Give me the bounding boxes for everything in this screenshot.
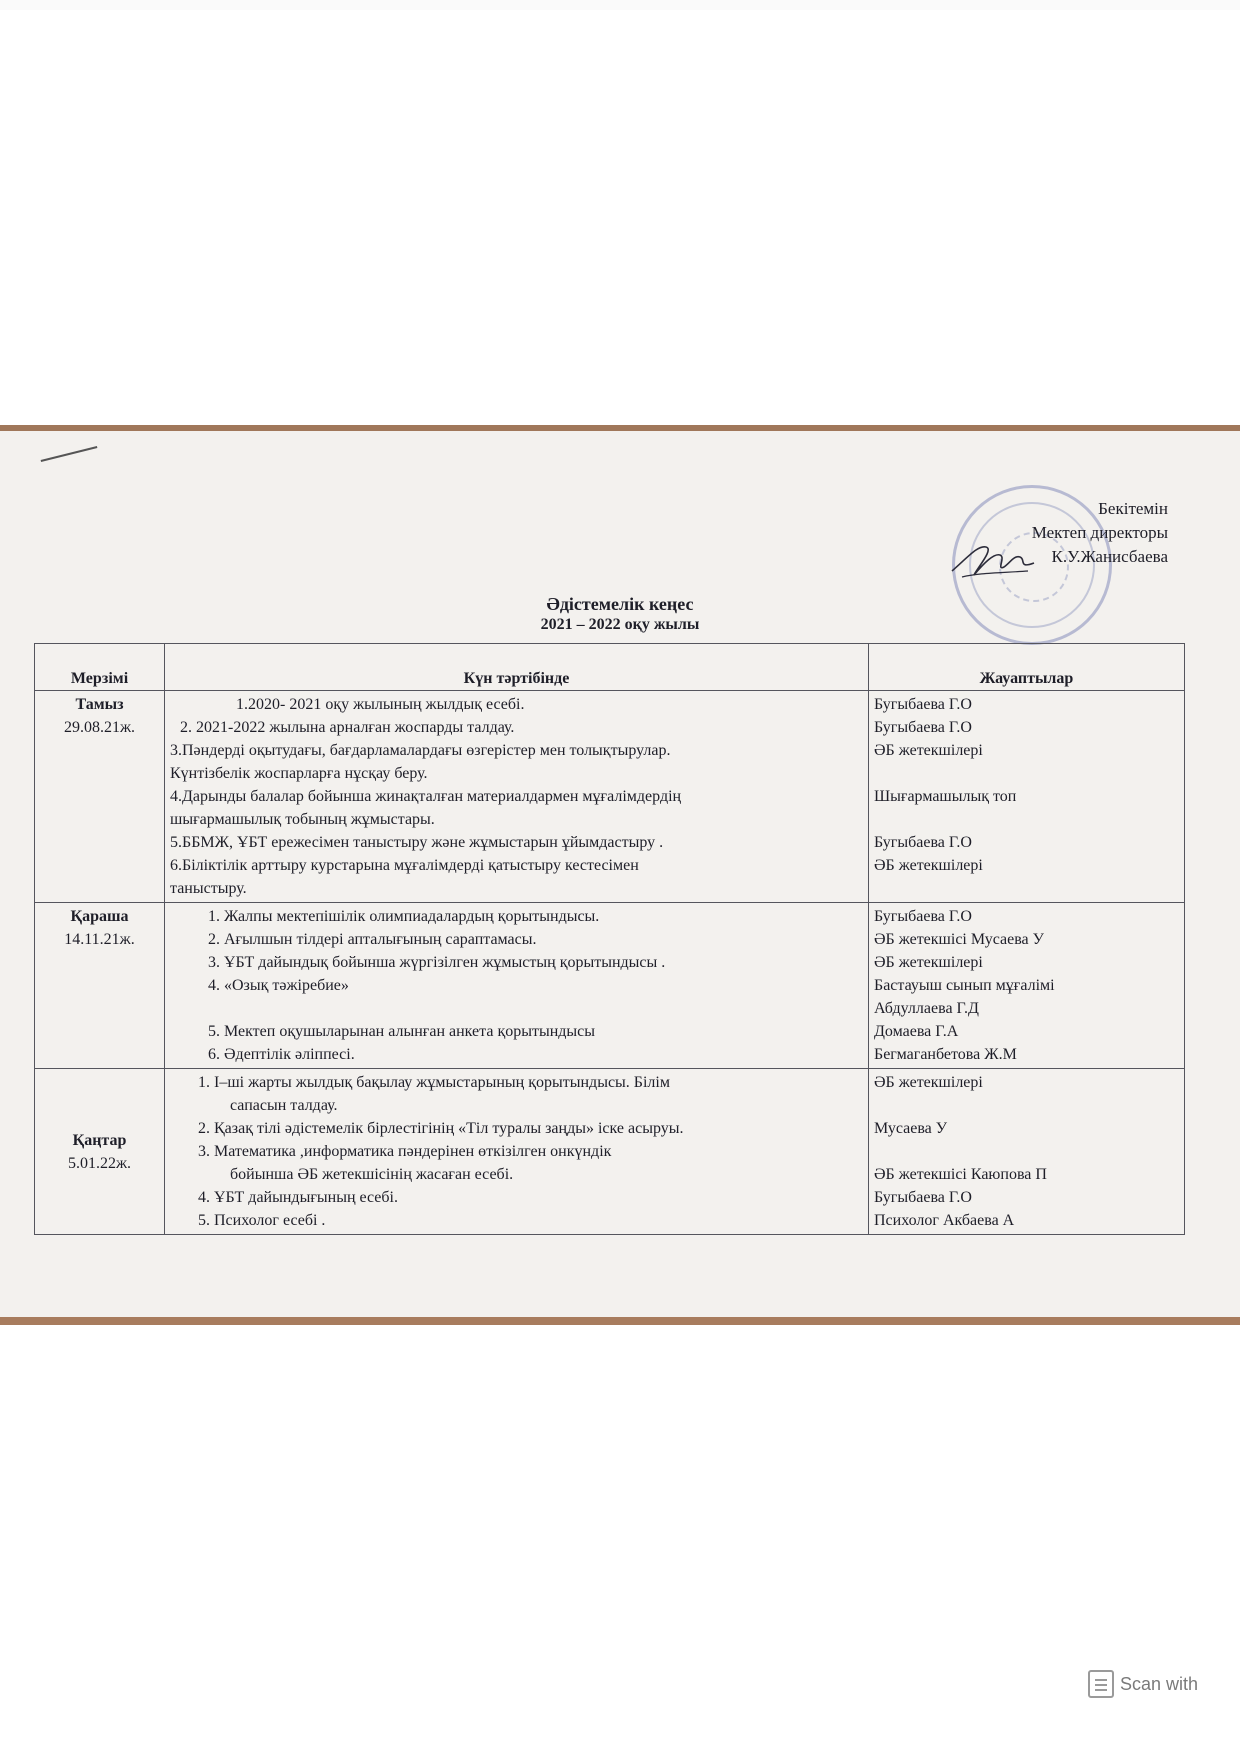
agenda-cell	[165, 903, 869, 1069]
director-signature	[948, 527, 1038, 587]
date-cell	[35, 1069, 165, 1235]
responsible-name: Шығармашылық топ	[874, 788, 1017, 805]
top-strip	[0, 0, 1240, 10]
header-date: Мерзімі	[35, 644, 165, 691]
agenda-item: шығармашылық тобының жұмыстары.	[170, 811, 435, 828]
responsible-name: ӘБ жетекшісі Каюпова П	[874, 1166, 1047, 1183]
header-responsible: Жауаптылар	[869, 644, 1185, 691]
agenda-item: 4.Дарынды балалар бойынша жинақталған материалдармен мұғалімдердің	[170, 788, 682, 805]
document-title: Әдістемелік кеңес	[546, 594, 694, 614]
responsible-name: ӘБ жетекшілері	[874, 1074, 983, 1091]
responsible-name: Бугыбаева Г.О	[874, 696, 972, 713]
responsible-name: Психолог Акбаева А	[874, 1212, 1015, 1229]
agenda-item: 5. Психолог есебі .	[198, 1212, 326, 1229]
agenda-item: 5.ББМЖ, ҰБТ ережесімен таныстыру және жұмыстарын ұйымдастыру .	[170, 834, 664, 851]
agenda-item: Күнтізбелік жоспарларға нұсқау беру.	[170, 765, 428, 782]
table-row	[35, 1069, 1185, 1235]
spacer	[874, 1094, 1179, 1117]
agenda-item: 3. ҰБТ дайындық бойынша жүргізілген жұмыстың қорытындысы .	[208, 954, 666, 971]
responsible-name: Бастауыш сынып мұғалімі	[874, 977, 1055, 994]
table-header-row	[35, 644, 1185, 691]
spacer	[874, 1140, 1179, 1163]
agenda-item: 4. «Озық тәжіребие»	[208, 977, 349, 994]
document-sheet	[0, 425, 1240, 1325]
responsible-cell	[869, 691, 1185, 903]
agenda-item: 2. Қазақ тілі әдістемелік бірлестігінің «Тіл туралы заңды» іске асыруы.	[198, 1120, 684, 1137]
agenda-item: 4. ҰБТ дайындығының есебі.	[198, 1189, 398, 1206]
spacer	[874, 762, 1179, 785]
responsible-name: Абдуллаева Г.Д	[874, 1000, 979, 1017]
responsible-name: Бугыбаева Г.О	[874, 908, 972, 925]
date-value: 5.01.22ж.	[67, 1154, 132, 1172]
scanner-icon	[1088, 1670, 1114, 1698]
agenda-cell	[165, 691, 869, 903]
approval-line: К.У.Жанисбаева	[1051, 547, 1168, 566]
date-cell	[35, 691, 165, 903]
header-agenda: Күн тәртібінде	[165, 644, 869, 691]
responsible-name: Бегмаганбетова Ж.М	[874, 1046, 1017, 1063]
document-heading	[0, 593, 1240, 635]
scanner-text: Scan with	[1120, 1673, 1199, 1694]
document-subtitle: 2021 – 2022 оқу жылы	[540, 616, 700, 633]
agenda-item: 1. Жалпы мектепішілік олимпиадалардың қорытындысы.	[208, 908, 600, 925]
responsible-name: Бугыбаева Г.О	[874, 1189, 972, 1206]
responsible-name: Мусаева У	[874, 1120, 948, 1137]
approval-line: Бекітемін	[1098, 499, 1168, 518]
responsible-name: Бугыбаева Г.О	[874, 834, 972, 851]
month-label: Қаңтар	[72, 1131, 127, 1149]
approval-line: Мектеп директоры	[1031, 523, 1168, 542]
table-row	[35, 903, 1185, 1069]
responsible-cell	[869, 1069, 1185, 1235]
agenda-item: бойынша ӘБ жетекшісінің жасаған есебі.	[230, 1166, 514, 1183]
month-label: Тамыз	[75, 696, 124, 713]
agenda-item: таныстыру.	[170, 880, 247, 897]
responsible-cell	[869, 903, 1185, 1069]
month-label: Қараша	[70, 908, 129, 925]
responsible-name: ӘБ жетекшілері	[874, 857, 983, 874]
responsible-name: ӘБ жетекшісі Мусаева У	[874, 931, 1044, 948]
agenda-item: 6.Біліктілік арттыру курстарына мұғалімдерді қатыстыру кестесімен	[170, 857, 639, 874]
agenda-item: 2. 2021-2022 жылына арналған жоспарды талдау.	[180, 719, 515, 736]
agenda-item: 3. Математика ,информатика пәндерінен өткізілген онкүндік	[198, 1143, 612, 1160]
plan-table	[34, 643, 1185, 1235]
pen-mark	[41, 446, 98, 462]
date-cell	[35, 903, 165, 1069]
date-value: 14.11.21ж.	[64, 931, 135, 948]
agenda-cell	[165, 1069, 869, 1235]
approval-block	[1032, 497, 1168, 569]
responsible-name: ӘБ жетекшілері	[874, 954, 983, 971]
table-row	[35, 691, 1185, 903]
agenda-item: 6. Әдептілік әліппесі.	[208, 1046, 355, 1063]
scanner-watermark	[1088, 1670, 1198, 1698]
agenda-item: сапасын талдау.	[230, 1097, 338, 1114]
agenda-item: 2. Ағылшын тілдері апталығының сараптамасы.	[208, 931, 537, 948]
agenda-item: 1. І–ші жарты жылдық бақылау жұмыстарының қорытындысы. Білім	[198, 1074, 670, 1091]
responsible-name: ӘБ жетекшілері	[874, 742, 983, 759]
spacer	[874, 808, 1179, 831]
responsible-name: Домаева Г.А	[874, 1023, 959, 1040]
agenda-item: 1.2020- 2021 оқу жылының жылдық есебі.	[236, 696, 525, 713]
agenda-item: 3.Пәндерді оқытудағы, бағдарламалардағы өзгерістер мен толықтырулар.	[170, 742, 671, 759]
spacer	[170, 997, 863, 1020]
agenda-item: 5. Мектеп оқушыларынан алынған анкета қорытындысы	[208, 1023, 596, 1040]
date-value: 29.08.21ж.	[63, 719, 136, 736]
responsible-name: Бугыбаева Г.О	[874, 719, 972, 736]
